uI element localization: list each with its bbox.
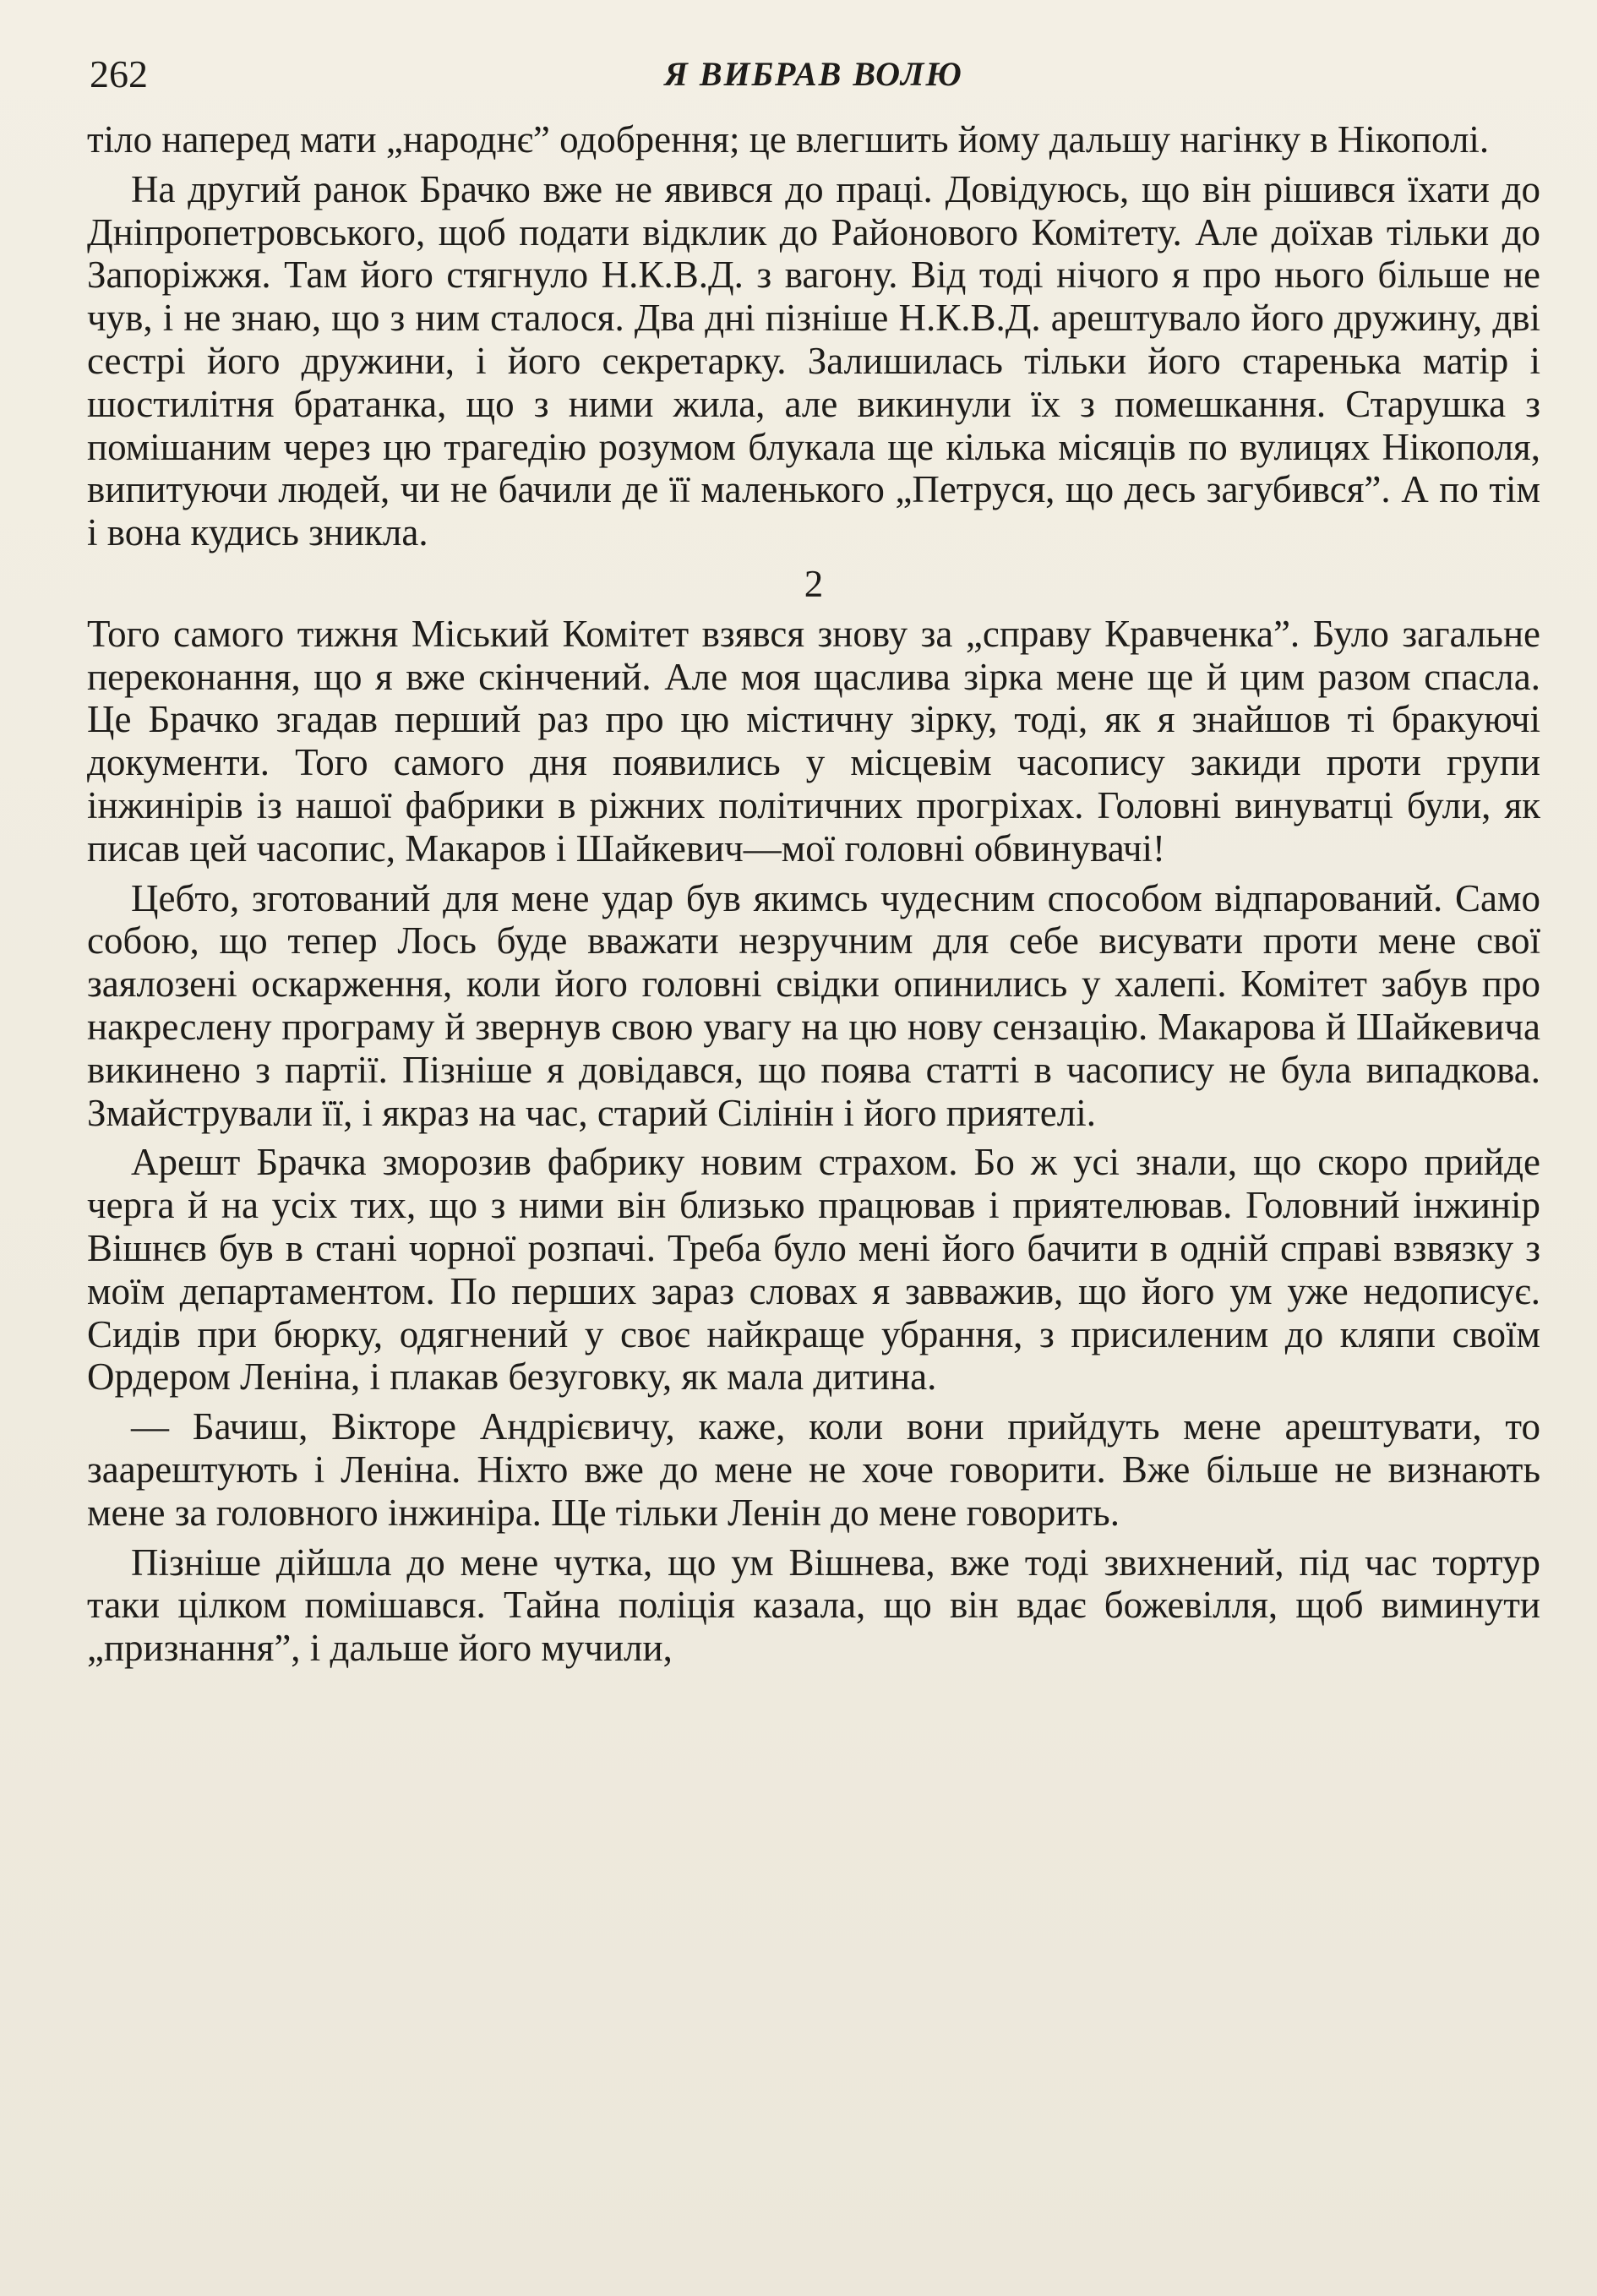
paragraph: Цебто, зготований для мене удар був якимсь чудесним способом відпарований. Само собою, що тепер Лось буде вважати незручним для себе висувати проти мене свої заялозені оскарження, коли його головні свідки опинились у халепі. Комітет забув про накреслену програму й звернув свою увагу на цю нову сензацію. Макарова й Шайкевича викинено з партії. Пізніше я довідався, що поява статті в часопису не була випадкова. Змайстрували її, і якраз на час, старий Сілінін і його приятелі. — [87, 876, 1540, 1134]
page-header — [90, 49, 1538, 100]
paragraph: Того самого тижня Міський Комітет взявся знову за „справу Кравченка”. Було загальне переконання, що я вже скінчений. Але моя щаслива зірка мене ще й цим разом спасла. Це Брачко згадав перший раз про цю містичну зірку, тоді, як я знайшов ті бракуючі документи. Того самого дня появились у місцевім часопису закиди проти групи інжинірів із нашої фабрики в ріжних політичних прогріхах. Головні винуватці були, як писав цей часопис, Макаров і Шайкевич—мої головні обвинувачі! — [87, 612, 1540, 870]
section-number: 2 — [804, 562, 824, 605]
page-number: 262 — [90, 52, 148, 95]
running-title: Я ВИБРАВ ВОЛЮ — [664, 55, 963, 93]
paragraph: — Бачиш, Вікторе Андрієвичу, каже, коли вони прийдуть мене арештувати, то заарештують і Леніна. Ніхто вже до мене не хоче говорити. Вже більше не визнають мене за головного інжиніра. Ще тільки Ленін до мене говорить. — [87, 1405, 1540, 1534]
paragraph: На другий ранок Брачко вже не явився до праці. Довідуюсь, що він рішився їхати до Дніпропетровського, щоб подати відклик до Районового Комітету. Але доїхав тільки до Запоріжжя. Там його стягнуло Н.К.В.Д. з вагону. Від тоді нічого я про нього більше не чув, і не знаю, що з ним сталося. Два дні пізніше Н.К.В.Д. арештувало його дружину, дві сестрі його дружини, і його секретарку. Залишилась тільки його старенька матір і шостилітня братанка, що з ними жила, але викинули їх з помешкання. Старушка з помішаним через цю трагедію розумом блукала ще кілька місяців по вулицях Нікополя, випитуючи людей, чи не бачили де її маленького „Петруся, що десь загубився”. А по тім і вона кудись зникла. — [87, 167, 1540, 554]
paragraph: Арешт Брачка зморозив фабрику новим страхом. Бо ж усі знали, що скоро прийде черга й на усіх тих, що з ними він близько працював і приятелював. Головний інжинір Вішнєв був в стані чорної розпачі. Треба було мені його бачити в одній справі взвязку з моїм департаментом. По перших зараз словах я завважив, що його ум уже недописує. Сидів при бюрку, одягнений у своє найкраще убрання, з присиленим до кляпи своїм Ордером Леніна, і плакав безуговку, як мала дитина. — [87, 1141, 1540, 1399]
page-body — [87, 118, 1540, 1677]
paragraph: Пізніше дійшла до мене чутка, що ум Вішнева, вже тоді звихнений, під час тортур таки цілком помішався. Тайна поліція казала, що він вдає божевілля, щоб виминути „признання”, і дальше його мучили, — [87, 1541, 1540, 1670]
paragraph: тіло наперед мати „народнє” одобрення; це влегшить йому дальшу нагінку в Нікополі. — [87, 118, 1490, 161]
